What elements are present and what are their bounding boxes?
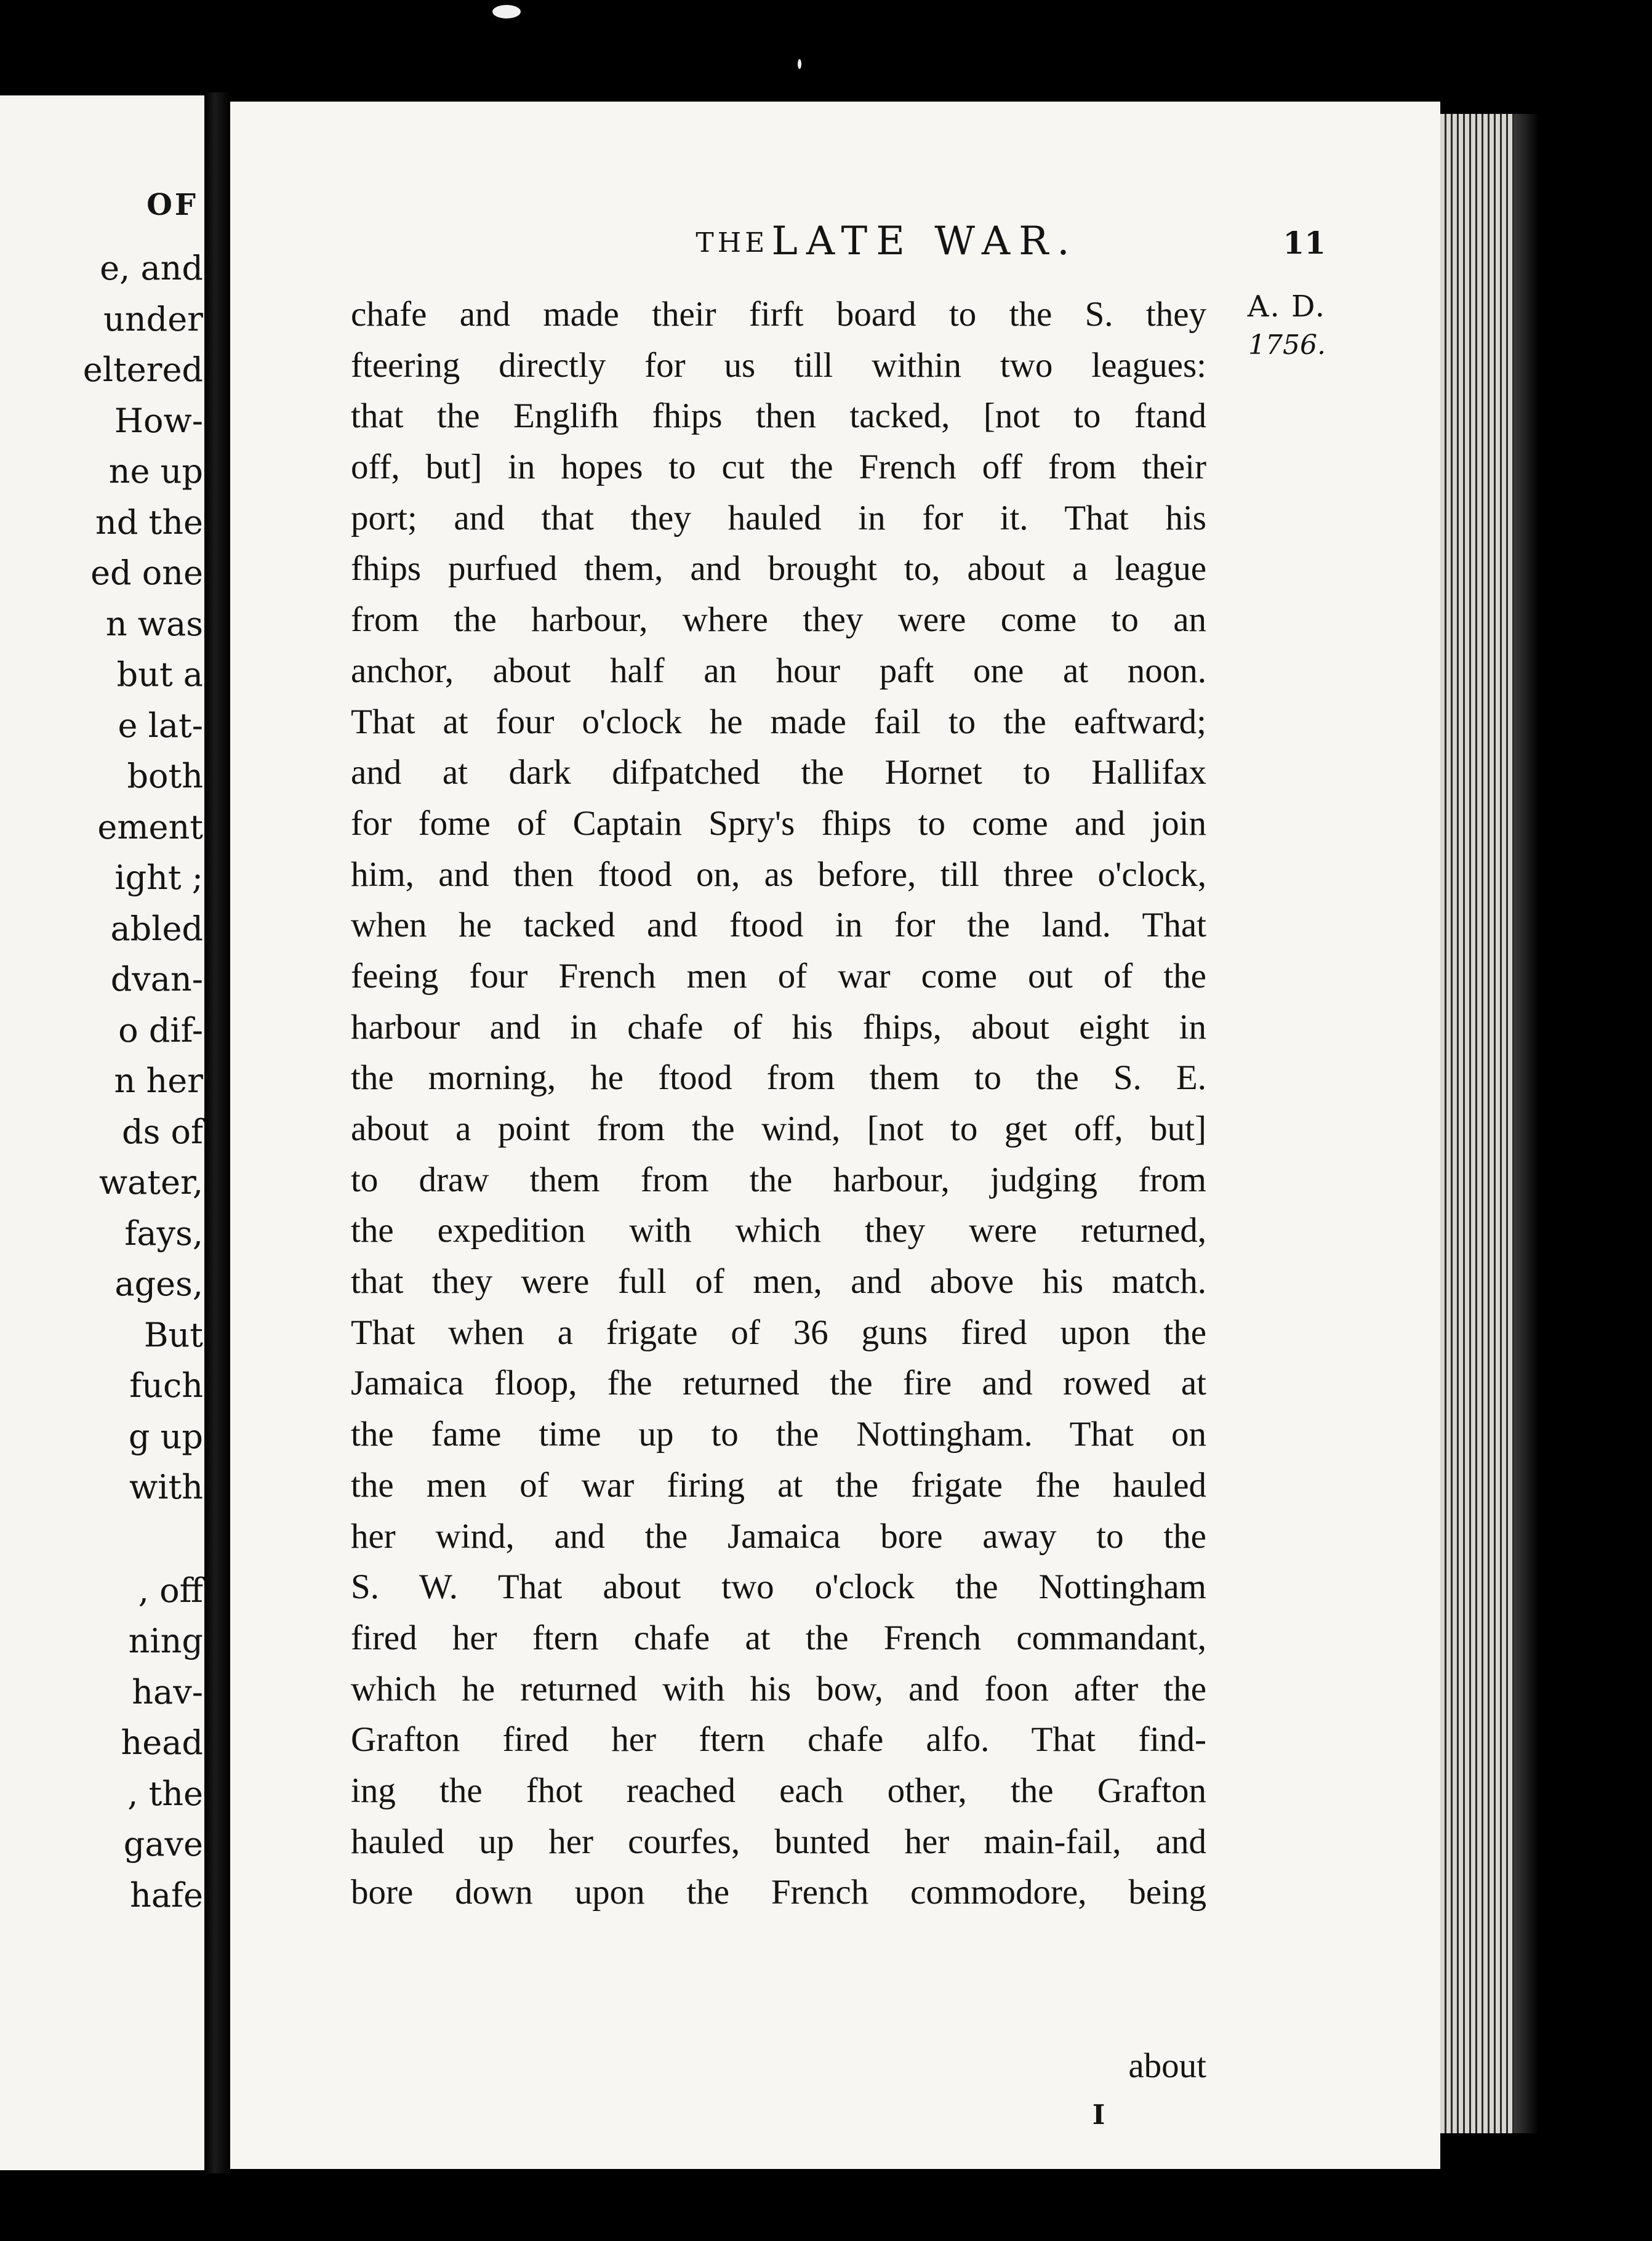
left-text-line: ds of (122, 1112, 203, 1151)
body-text-line: from the harbour, where they were come to an (351, 600, 1206, 640)
left-text-line: with (129, 1468, 203, 1507)
left-text-line: eltered (82, 350, 203, 389)
left-text-line: under (103, 299, 203, 339)
left-text-line: But (143, 1315, 203, 1354)
left-text-line (0, 1513, 203, 1566)
left-text-line: ight ; (114, 858, 203, 897)
left-text-line: , the (127, 1774, 203, 1813)
body-text (351, 289, 1206, 1918)
body-text-line: that the Englifh fhips then tacked, [not to ftand (351, 396, 1206, 436)
left-text-line: nd the (95, 502, 203, 542)
body-text-line: bore down upon the French commodore, being (351, 1873, 1206, 1912)
page-edges (1440, 114, 1514, 2133)
running-head (528, 219, 1246, 264)
body-text-line: that they were full of men, and above his match. (351, 1262, 1206, 1302)
body-text-line: the morning, he ftood from them to the S. E. (351, 1058, 1206, 1098)
left-text-line: but a (116, 655, 203, 694)
left-text-line: dvan- (110, 960, 203, 999)
body-text-line: for fome of Captain Spry's fhips to come and join (351, 803, 1206, 843)
left-text-line: n her (114, 1061, 203, 1100)
body-text-line: off, but] in hopes to cut the French off from their (351, 448, 1206, 487)
left-page-running-head: OF (146, 188, 198, 222)
left-text-line: gave (123, 1825, 203, 1864)
body-text-line: fired her ftern chafe at the French commandant, (351, 1618, 1206, 1657)
body-text-line: port; and that they hauled in for it. That his (351, 498, 1206, 537)
body-text-line: her wind, and the Jamaica bore away to the (351, 1516, 1206, 1556)
body-text-line: That at four o'clock he made fail to the eaftward; (351, 702, 1206, 741)
top-speck (492, 5, 521, 18)
body-text-line: feeing four French men of war come out of the (351, 956, 1206, 996)
body-text-line: the expedition with which they were returned, (351, 1211, 1206, 1250)
left-text-line: hafe (130, 1875, 203, 1915)
margin-note-year: 1756. (1248, 329, 1326, 361)
left-text-line: ning (128, 1622, 203, 1660)
small-speck (798, 59, 801, 69)
body-text-line: Jamaica floop, fhe returned the fire and rowed at (351, 1364, 1206, 1403)
body-text-line: S. W. That about two o'clock the Nottingham (351, 1567, 1206, 1607)
body-text-line: and at dark difpatched the Hornet to Hallifax (351, 753, 1206, 792)
left-text-line: e, and (100, 249, 203, 288)
body-text-line: That when a frigate of 36 guns fired upon the (351, 1313, 1206, 1352)
book-gutter (204, 92, 230, 2173)
page-number: 11 (1283, 225, 1326, 261)
left-text-line: fays, (124, 1213, 203, 1253)
running-head-article: THE (696, 227, 769, 259)
body-text-line: to draw them from the harbour, judging from (351, 1160, 1206, 1199)
left-text-line: How- (114, 401, 203, 440)
left-text-line: head (121, 1723, 203, 1762)
left-text-line: water, (98, 1163, 203, 1202)
body-text-line: hauled up her courfes, bunted her main-fail, and (351, 1822, 1206, 1861)
left-text-line: both (127, 757, 203, 795)
signature-mark: I (1092, 2099, 1105, 2131)
left-text-line: fuch (129, 1366, 203, 1405)
body-text-line: harbour and in chafe of his fhips, about eight in (351, 1007, 1206, 1047)
left-text-line: n was (105, 604, 203, 643)
left-page-text (0, 243, 203, 1921)
left-text-line: ne up (108, 452, 203, 491)
catchword: about (1128, 2046, 1206, 2085)
running-head-title: LATE WAR. (771, 219, 1078, 264)
main-page (230, 102, 1440, 2169)
left-text-line: ement (97, 807, 203, 847)
left-text-line: ed one (90, 553, 203, 592)
left-text-line: o dif- (118, 1010, 203, 1050)
body-text-line: chafe and made their firft board to the S. they (351, 295, 1206, 334)
body-text-line: the men of war firing at the frigate fhe hauled (351, 1465, 1206, 1505)
body-text-line: which he returned with his bow, and foon after the (351, 1669, 1206, 1708)
body-text-line: fteering directly for us till within two leagues: (351, 345, 1206, 385)
body-text-line: the fame time up to the Nottingham. That on (351, 1415, 1206, 1454)
body-text-line: ing the fhot reached each other, the Grafton (351, 1771, 1206, 1810)
body-text-line: about a point from the wind, [not to get off, but] (351, 1109, 1206, 1148)
page-edges-shadow (1514, 114, 1539, 2133)
left-text-line: ages, (114, 1265, 203, 1303)
margin-note-label: A. D. (1247, 289, 1326, 324)
body-text-line: when he tacked and ftood in for the land. That (351, 906, 1206, 945)
left-text-line: g up (128, 1417, 203, 1456)
left-text-line: hav- (132, 1672, 203, 1712)
left-page-fragment (0, 95, 204, 2170)
body-text-line: him, and then ftood on, as before, till three o'clock, (351, 855, 1206, 894)
left-text-line: , off (138, 1571, 203, 1610)
body-text-line: Grafton fired her ftern chafe alfo. That find- (351, 1720, 1206, 1760)
left-text-line: e lat- (118, 706, 203, 745)
body-text-line: anchor, about half an hour paft one at noon. (351, 651, 1206, 690)
body-text-line: fhips purfued them, and brought to, about a league (351, 549, 1206, 589)
left-text-line: abled (110, 909, 203, 948)
